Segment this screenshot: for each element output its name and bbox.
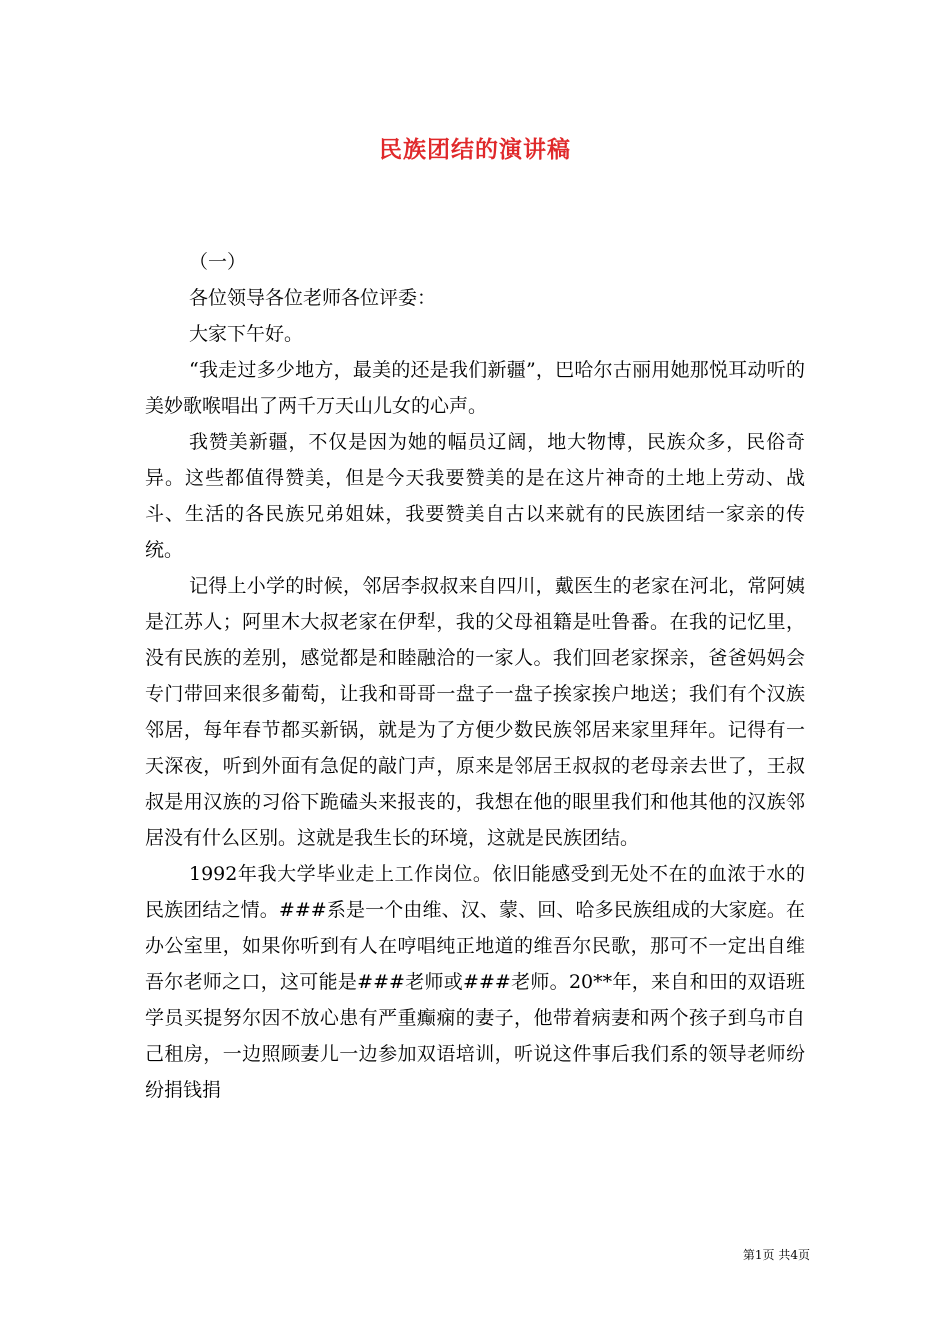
footer-suffix: 页 (797, 1248, 810, 1262)
body-paragraph: 记得上小学的时候，邻居李叔叔来自四川，戴医生的老家在河北，常阿姨是江苏人；阿里木大叔老家在伊犁，我的父母祖籍是吐鲁番。在我的记忆里，没有民族的差别，感觉都是和睦融洽的一家人。我们回老家探亲，爸爸妈妈会专门带回来很多葡萄，让我和哥哥一盘子一盘子挨家挨户地送；我们有个汉族邻居，每年春节都买新锅，就是为了方便少数民族邻居来家里拜年。记得有一天深夜，听到外面有急促的敲门声，原来是邻居王叔叔的老母亲去世了，王叔叔是用汉族的习俗下跪磕头来报丧的，我想在他的眼里我们和他其他的汉族邻居没有什么区别。这就是我生长的环境，这就是民族团结。 (145, 575, 805, 849)
greeting: 大家下午好。 (189, 323, 304, 345)
footer-total-pages: 4 (790, 1248, 798, 1262)
footer-prefix: 第 (742, 1248, 755, 1262)
document-body (145, 244, 805, 1108)
section-number: （一） (189, 251, 247, 273)
body-paragraph: “我走过多少地方，最美的还是我们新疆”，巴哈尔古丽用她那悦耳动听的美妙歌喉唱出了两千万天山儿女的心声。 (145, 359, 805, 417)
body-paragraph: 1992年我大学毕业走上工作岗位。依旧能感受到无处不在的血浓于水的民族团结之情。###系是一个由维、汉、蒙、回、哈多民族组成的大家庭。在办公室里，如果你听到有人在哼唱纯正地道的维吾尔民歌，那可不一定出自维吾尔老师之口，这可能是###老师或###老师。20**年，来自和田的双语班学员买提努尔因不放心患有严重癫痫的妻子，他带着病妻和两个孩子到乌市自己租房，一边照顾妻儿一边参加双语培训，听说这件事后我们系的领导老师纷纷捐钱捐 (145, 863, 805, 1101)
footer-current-page: 1 (754, 1248, 763, 1262)
document-title: 民族团结的演讲稿 (379, 136, 571, 163)
footer-middle: 页 共 (762, 1248, 791, 1262)
page-footer (700, 1247, 810, 1263)
salutation: 各位领导各位老师各位评委： (189, 287, 437, 309)
body-paragraph: 我赞美新疆，不仅是因为她的幅员辽阔，地大物博，民族众多，民俗奇异。这些都值得赞美，但是今天我要赞美的是在这片神奇的土地上劳动、战斗、生活的各民族兄弟姐妹，我要赞美自古以来就有的民族团结一家亲的传统。 (145, 431, 805, 561)
